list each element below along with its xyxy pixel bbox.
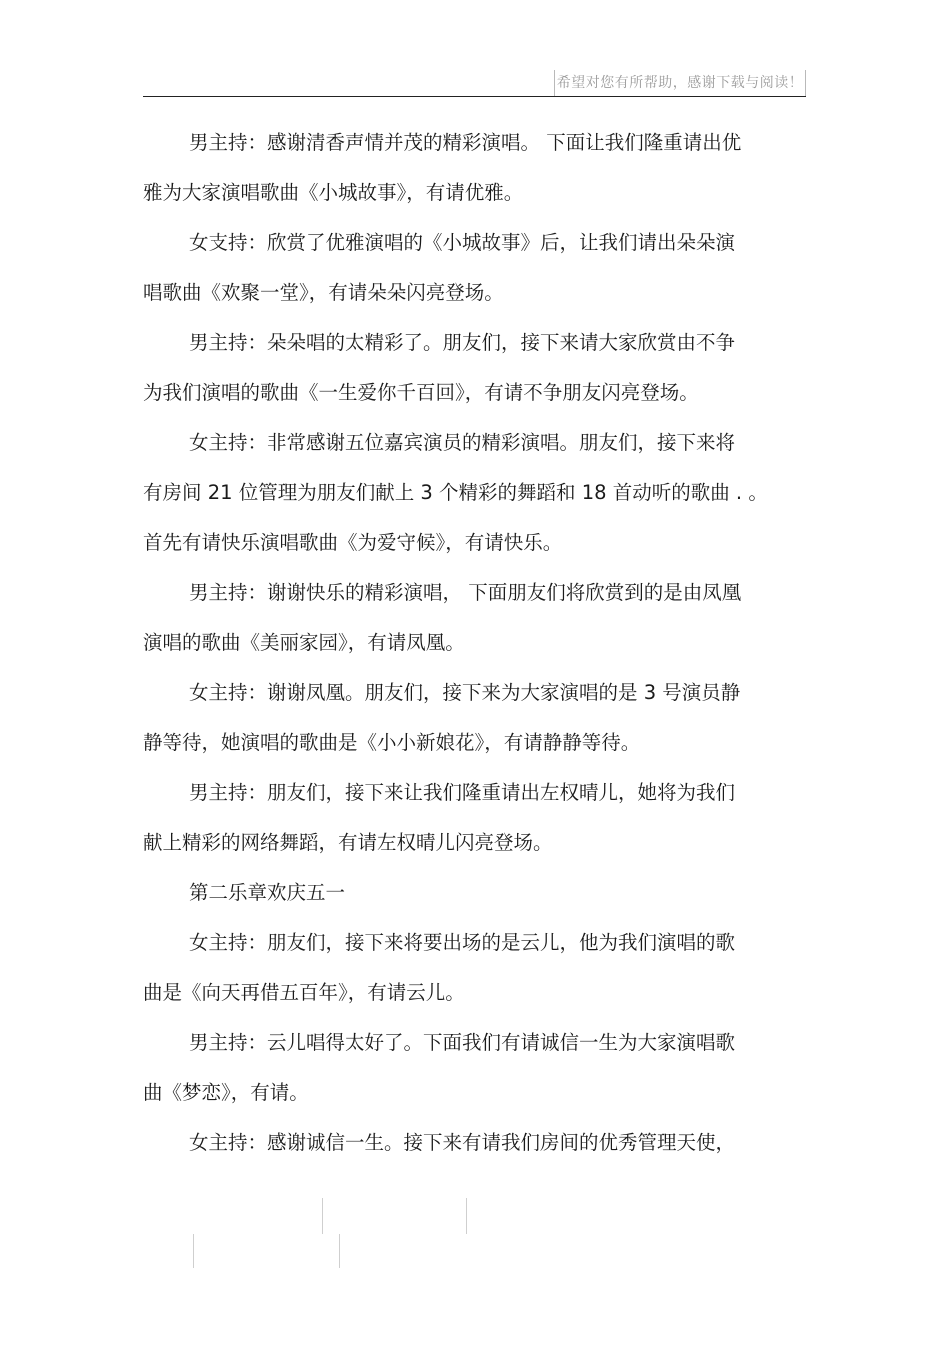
text-line: 首先有请快乐演唱歌曲《为爱守候》，有请快乐。 (143, 531, 563, 554)
text-line: 男主持：朵朵唱的太精彩了。朋友们，接下来请大家欣赏由不争 (189, 331, 736, 354)
text-line: 女主持：朋友们，接下来将要出场的是云儿，他为我们演唱的歌 (189, 931, 736, 954)
divider-line (322, 1198, 323, 1234)
text-line: 第二乐章欢庆五一 (189, 881, 346, 904)
text-line: 男主持：朋友们，接下来让我们隆重请出左权晴儿，她将为我们 (189, 781, 736, 804)
text-line: 男主持：谢谢快乐的精彩演唱， 下面朋友们将欣赏到的是由凤凰 (189, 581, 742, 604)
text-line: 女主持：谢谢凤凰。朋友们，接下来为大家演唱的是 3 号演员静 (189, 681, 741, 704)
text-line: 男主持：云儿唱得太好了。下面我们有请诚信一生为大家演唱歌 (189, 1031, 736, 1054)
text-line: 曲是《向天再借五百年》，有请云儿。 (143, 981, 465, 1004)
divider-line (193, 1234, 194, 1268)
text-line: 静等待，她演唱的歌曲是《小小新娘花》，有请静静等待。 (143, 731, 641, 754)
text-line: 有房间 21 位管理为朋友们献上 3 个精彩的舞蹈和 18 首动听的歌曲 . 。 (143, 481, 768, 504)
text-line: 唱歌曲《欢聚一堂》，有请朵朵闪亮登场。 (143, 281, 504, 304)
text-line: 雅为大家演唱歌曲《小城故事》，有请优雅。 (143, 181, 524, 204)
text-line: 女主持：感谢诚信一生。接下来有请我们房间的优秀管理天使， (189, 1131, 736, 1154)
text-line: 演唱的歌曲《美丽家园》，有请凤凰。 (143, 631, 465, 654)
text-line: 为我们演唱的歌曲《一生爱你千百回》，有请不争朋友闪亮登场。 (143, 381, 699, 404)
body-text (143, 118, 811, 1168)
divider-line (339, 1234, 340, 1268)
text-line: 男主持：感谢清香声情并茂的精彩演唱。 下面让我们隆重请出优 (189, 131, 742, 154)
text-line: 曲《梦恋》，有请。 (143, 1081, 309, 1104)
header-note: 希望对您有所帮助，感谢下载与阅读！ (554, 70, 806, 96)
header-rule (143, 96, 806, 97)
divider-line (466, 1198, 467, 1234)
text-line: 女支持：欣赏了优雅演唱的《小城故事》后，让我们请出朵朵演 (189, 231, 736, 254)
text-line: 女主持：非常感谢五位嘉宾演员的精彩演唱。朋友们，接下来将 (189, 431, 736, 454)
text-line: 献上精彩的网络舞蹈，有请左权晴儿闪亮登场。 (143, 831, 553, 854)
